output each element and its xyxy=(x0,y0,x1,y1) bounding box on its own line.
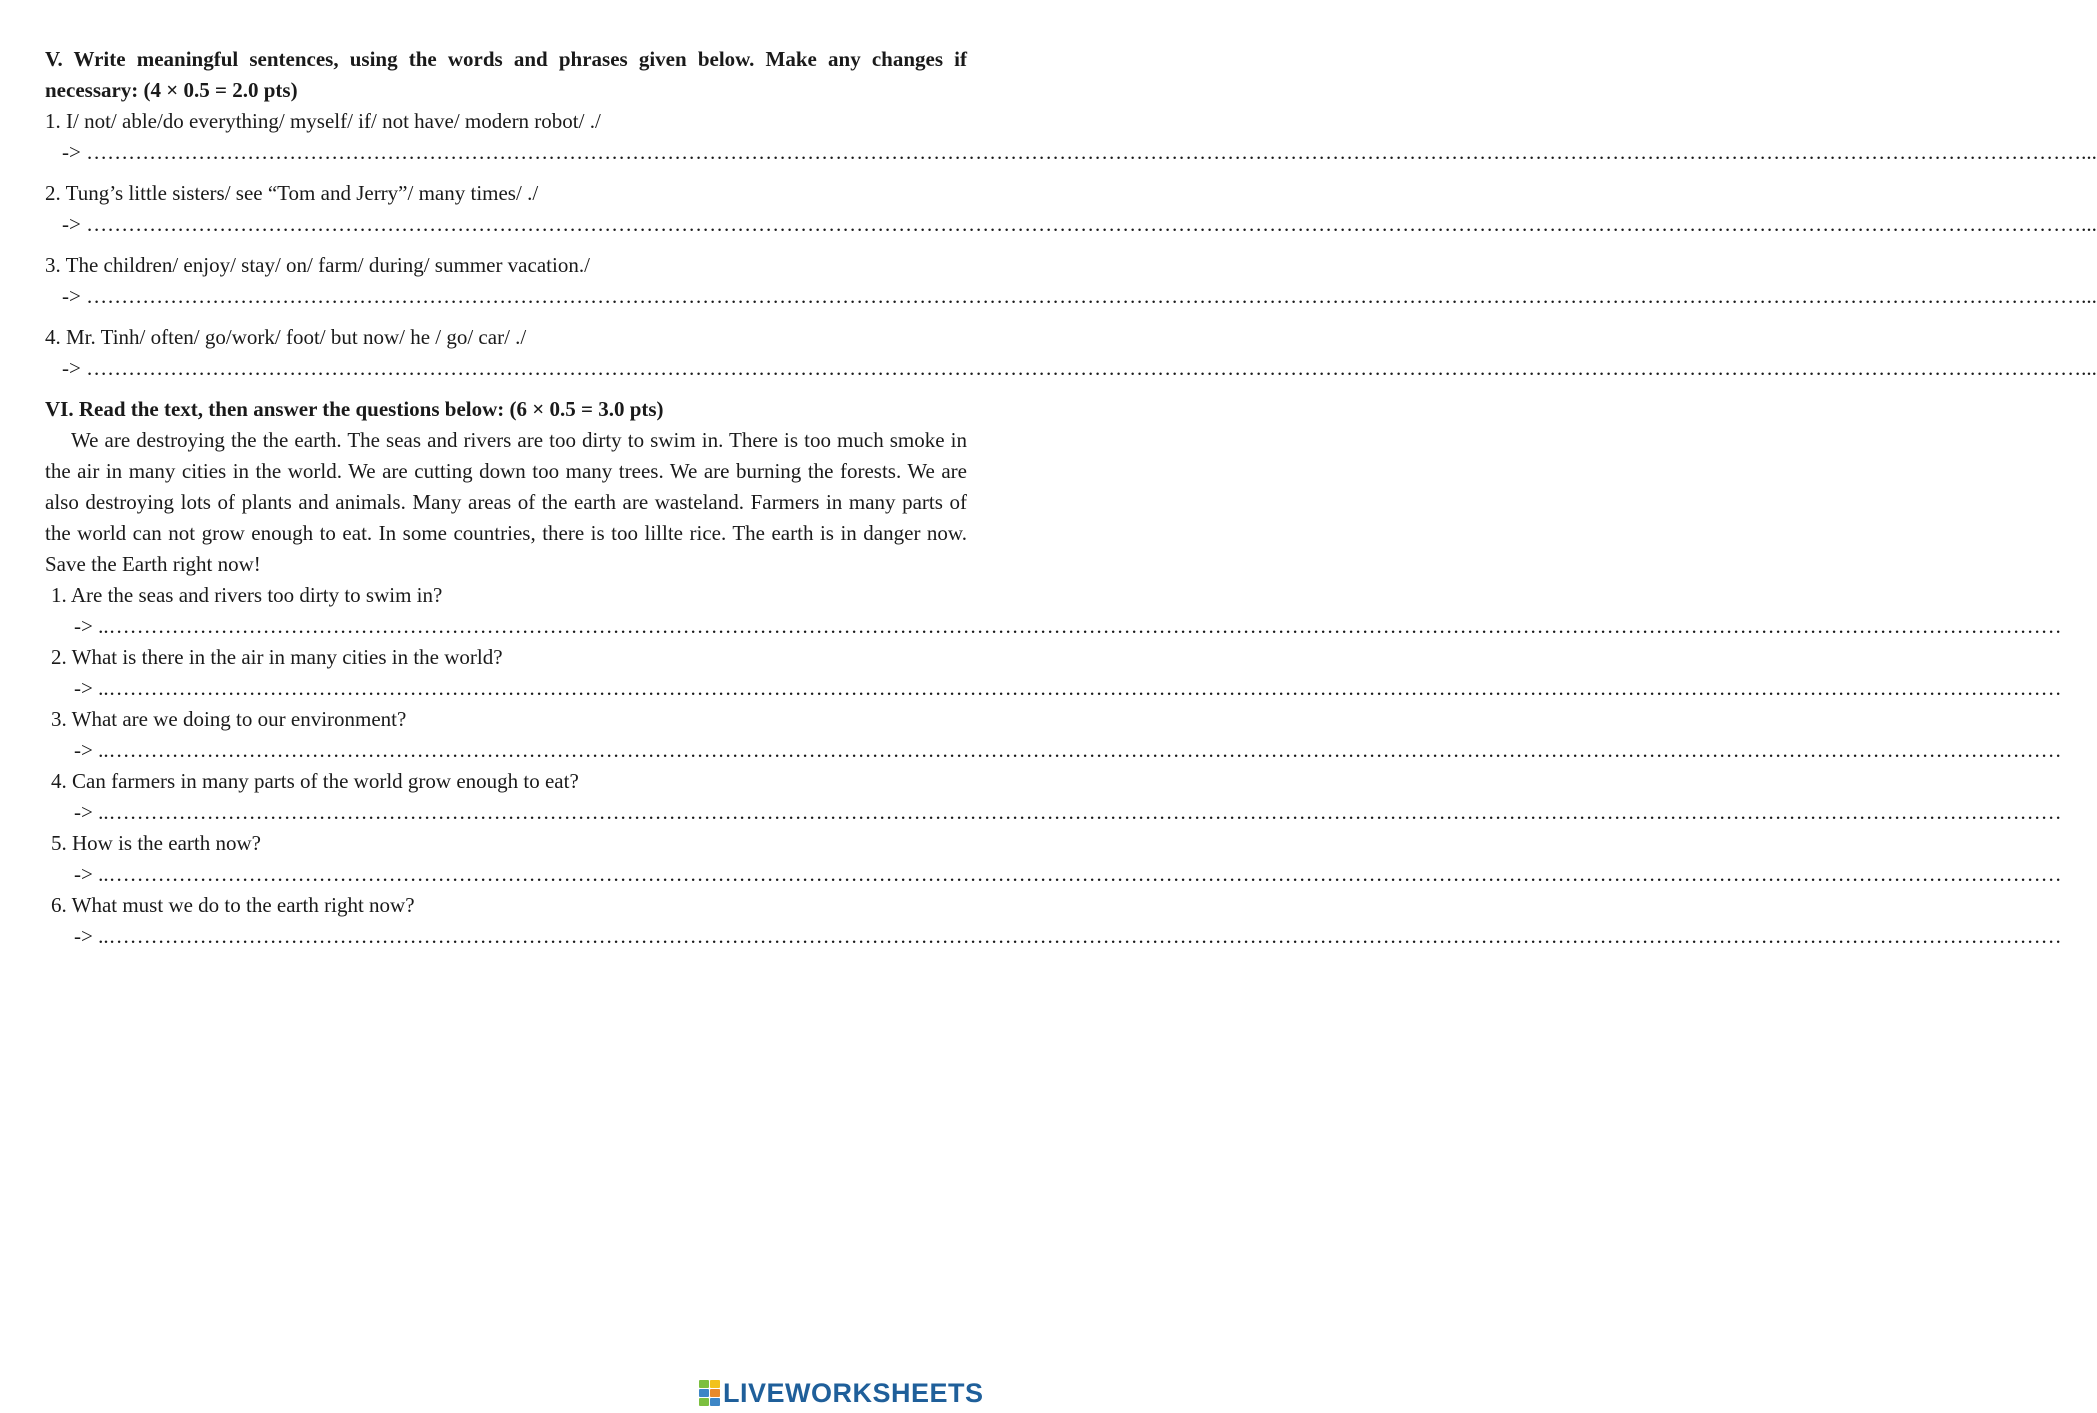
liveworksheets-logo-icon xyxy=(699,1380,721,1406)
answer-line[interactable]: -> ……………………………………………………………………………………………………………………………………………………………………………………………………………………………………………………………... xyxy=(62,212,2097,236)
question-prompt: 6. What must we do to the earth right now? xyxy=(51,893,415,917)
sentence-prompt: 1. I/ not/ able/do everything/ myself/ if/ not have/ modern robot/ ./ xyxy=(45,109,601,133)
question-item-2 xyxy=(45,642,2062,704)
sentence-prompt: 3. The children/ enjoy/ stay/ on/ farm/ during/ summer vacation./ xyxy=(45,253,590,277)
answer-line[interactable]: -> ..……………………………………………………………………………………………………………………………………………………………………………………………………………………………………………………… xyxy=(74,862,2062,886)
question-item-1 xyxy=(45,580,2062,642)
worksheet-page xyxy=(45,44,2097,952)
sentence-prompt: 2. Tung’s little sisters/ see “Tom and Jerry”/ many times/ ./ xyxy=(45,181,539,205)
question-item-4 xyxy=(45,766,2062,828)
sentence-item-2 xyxy=(45,178,2097,240)
liveworksheets-logo-text: LIVEWORKSHEETS xyxy=(723,1377,984,1408)
question-prompt: 1. Are the seas and rivers too dirty to swim in? xyxy=(51,583,443,607)
answer-line[interactable]: -> ……………………………………………………………………………………………………………………………………………………………………………………………………………………………………………………………... xyxy=(62,284,2097,308)
question-prompt: 3. What are we doing to our environment? xyxy=(51,707,407,731)
section-6 xyxy=(45,394,2062,952)
question-item-3 xyxy=(45,704,2062,766)
answer-line[interactable]: -> ..……………………………………………………………………………………………………………………………………………………………………………………………………………………………………………………… xyxy=(74,676,2062,700)
sentence-item-4 xyxy=(45,322,2097,384)
answer-line[interactable]: -> ..……………………………………………………………………………………………………………………………………………………………………………………………………………………………………………………… xyxy=(74,738,2062,762)
sentence-item-3 xyxy=(45,250,2097,312)
section-5-heading: V. Write meaningful sentences, using the words and phrases given below. Make any changes if necessary: (4 × 0.5 = 2.0 pts) xyxy=(45,47,967,102)
question-prompt: 2. What is there in the air in many cities in the world? xyxy=(51,645,503,669)
answer-line[interactable]: -> ……………………………………………………………………………………………………………………………………………………………………………………………………………………………………………………………... xyxy=(62,356,2097,380)
question-item-6 xyxy=(45,890,2062,952)
answer-line[interactable]: -> ..……………………………………………………………………………………………………………………………………………………………………………………………………………………………………………………… xyxy=(74,800,2062,824)
sentence-item-1 xyxy=(45,106,2097,168)
section-6-heading: VI. Read the text, then answer the questions below: (6 × 0.5 = 3.0 pts) xyxy=(45,397,664,421)
answer-line[interactable]: -> ……………………………………………………………………………………………………………………………………………………………………………………………………………………………………………………………... xyxy=(62,140,2097,164)
answer-line[interactable]: -> ..……………………………………………………………………………………………………………………………………………………………………………………………………………………………………………………… xyxy=(74,924,2062,948)
question-prompt: 4. Can farmers in many parts of the world grow enough to eat? xyxy=(51,769,579,793)
reading-passage: We are destroying the the earth. The seas and rivers are too dirty to swim in. There is too much smoke in the air in many cities in the world. We are cutting down too many trees. We are burning the forests. We are also destroying lots of plants and animals. Many areas of the earth are wasteland. Farmers in many parts of the world can not grow enough to eat. In some countries, there is too lillte rice. The earth is in danger now. Save the Earth right now! xyxy=(45,428,967,576)
question-prompt: 5. How is the earth now? xyxy=(51,831,261,855)
sentence-prompt: 4. Mr. Tinh/ often/ go/work/ foot/ but now/ he / go/ car/ ./ xyxy=(45,325,527,349)
liveworksheets-logo[interactable] xyxy=(699,1378,984,1408)
answer-line[interactable]: -> ..……………………………………………………………………………………………………………………………………………………………………………………………………………………………………………………… xyxy=(74,614,2062,638)
question-item-5 xyxy=(45,828,2062,890)
section-5 xyxy=(45,44,2097,384)
